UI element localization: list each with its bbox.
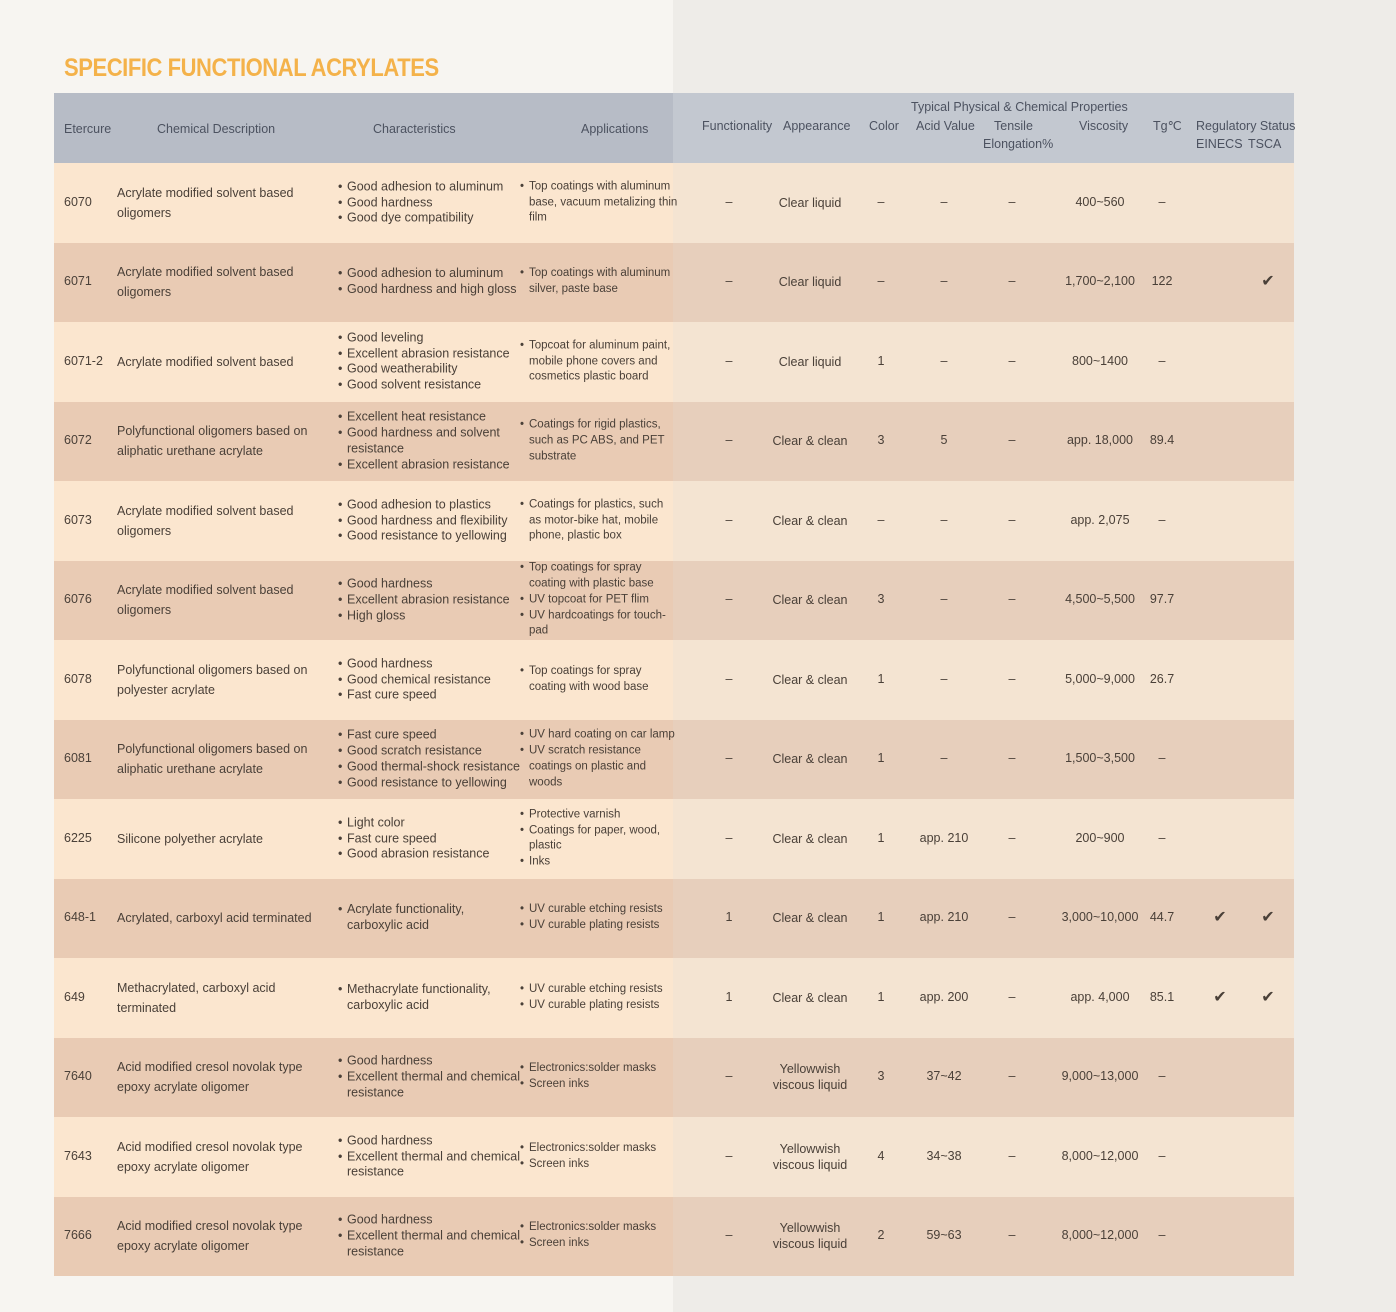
cell-acid-value: – — [940, 353, 948, 368]
table-row — [54, 561, 1294, 641]
cell-applications — [520, 1141, 678, 1173]
cell-characteristics — [338, 656, 523, 703]
header-elongation: Elongation% — [983, 137, 1054, 151]
cell-appearance: Clear & clean — [772, 434, 848, 449]
cell-applications — [520, 664, 678, 696]
cell-functionality: – — [725, 592, 733, 607]
cell-description: Acrylate modified solvent based oligomers — [117, 265, 294, 300]
cell-color: – — [877, 512, 885, 527]
cell-applications — [520, 728, 678, 791]
apps-item: • Top coatings for spray coating with plastic base — [520, 561, 678, 593]
cell-description: Polyfunctional oligomers based on polyester acrylate — [117, 662, 308, 697]
cell-code: 6071 — [64, 274, 92, 289]
table-row — [54, 1197, 1294, 1277]
table-row — [54, 720, 1294, 800]
cell-acid-value: app. 200 — [919, 989, 969, 1004]
cell-viscosity: 8,000~12,000 — [1061, 1148, 1139, 1163]
apps-item: • UV curable plating resists — [520, 918, 678, 934]
cell-color: 1 — [877, 353, 885, 368]
cell-code: 6225 — [64, 830, 92, 845]
apps-item: • Top coatings for spray coating with wood base — [520, 664, 678, 696]
header-appearance: Appearance — [783, 119, 851, 133]
cell-viscosity: 1,500~3,500 — [1065, 751, 1135, 766]
header-functionality: Functionality — [702, 119, 773, 133]
chars-item: • Good adhesion to aluminum — [338, 266, 523, 282]
cell-characteristics — [338, 410, 523, 473]
cell-tg: – — [1158, 512, 1166, 527]
table-row — [54, 402, 1294, 482]
cell-viscosity: 800~1400 — [1072, 353, 1128, 368]
header-chemical-description: Chemical Description — [157, 122, 276, 136]
cell-description: Acrylate modified solvent based oligomers — [117, 583, 294, 618]
cell-applications — [520, 1220, 678, 1252]
cell-code: 7666 — [64, 1228, 92, 1243]
chars-item: • Light color — [338, 815, 523, 831]
header-tg: Tg℃ — [1153, 119, 1182, 133]
chars-item: • Good abrasion resistance — [338, 847, 523, 863]
cell-viscosity: 4,500~5,500 — [1065, 592, 1135, 607]
cell-tensile: – — [1008, 1148, 1016, 1163]
cell-color: 1 — [877, 830, 885, 845]
cell-code: 7640 — [64, 1069, 92, 1084]
chars-item: • Fast cure speed — [338, 688, 523, 704]
header-acid-value: Acid Value — [916, 119, 975, 133]
cell-functionality: 1 — [725, 989, 733, 1004]
apps-item: • Electronics:solder masks — [520, 1141, 678, 1157]
cell-tensile: – — [1008, 1228, 1016, 1243]
cell-description: Acrylate modified solvent based oligomers — [117, 185, 294, 220]
chars-item: • Good hardness — [338, 577, 523, 593]
cell-code: 648-1 — [64, 910, 96, 925]
apps-item: • Top coatings with aluminum base, vacuum metalizing thin film — [520, 179, 678, 226]
cell-color: 3 — [877, 1069, 885, 1084]
cell-functionality: – — [725, 751, 733, 766]
cell-characteristics — [338, 982, 523, 1014]
einecs-check-icon: ✔ — [1213, 909, 1227, 927]
cell-tg: – — [1158, 1228, 1166, 1243]
chars-item: • Good hardness and solvent resistance — [338, 425, 523, 457]
chars-item: • Good hardness — [338, 1054, 523, 1070]
cell-functionality: – — [725, 274, 733, 289]
header-tsca: TSCA — [1248, 137, 1282, 151]
chars-item: • Good resistance to yellowing — [338, 529, 523, 545]
cell-acid-value: – — [940, 592, 948, 607]
cell-code: 6072 — [64, 433, 92, 448]
cell-viscosity: app. 2,075 — [1070, 512, 1130, 527]
table-row — [54, 481, 1294, 561]
table-row — [54, 243, 1294, 323]
cell-functionality: – — [725, 1228, 733, 1243]
cell-appearance: Clear liquid — [778, 275, 842, 290]
cell-tg: 44.7 — [1149, 910, 1175, 925]
cell-color: 1 — [877, 910, 885, 925]
cell-characteristics — [338, 179, 523, 226]
apps-item: • UV curable etching resists — [520, 902, 678, 918]
cell-appearance: Yellowwish viscous liquid — [772, 1221, 848, 1252]
cell-color: 1 — [877, 671, 885, 686]
apps-item: • Screen inks — [520, 1157, 678, 1173]
cell-color: 3 — [877, 433, 885, 448]
chars-item: • Excellent abrasion resistance — [338, 346, 523, 362]
cell-description: Acrylated, carboxyl acid terminated — [117, 911, 312, 926]
table-body — [54, 163, 1294, 1276]
cell-viscosity: app. 4,000 — [1070, 989, 1130, 1004]
apps-item: • UV hardcoatings for touch-pad — [520, 608, 678, 640]
cell-description: Methacrylated, carboxyl acid terminated — [117, 980, 276, 1015]
cell-viscosity: 200~900 — [1075, 830, 1125, 845]
cell-code: 6071-2 — [64, 353, 103, 368]
apps-item: • UV topcoat for PET flim — [520, 592, 678, 608]
cell-tensile: – — [1008, 274, 1016, 289]
cell-acid-value: – — [940, 512, 948, 527]
chars-item: • Excellent thermal and chemical resistance — [338, 1228, 523, 1260]
header-regulatory: Regulatory Status — [1196, 119, 1296, 133]
cell-characteristics — [338, 330, 523, 393]
chars-item: • Good hardness — [338, 656, 523, 672]
apps-item: • UV curable plating resists — [520, 998, 678, 1014]
cell-code: 6081 — [64, 751, 92, 766]
cell-code: 6076 — [64, 592, 92, 607]
table-row — [54, 640, 1294, 720]
cell-tg: – — [1158, 751, 1166, 766]
cell-tg: – — [1158, 830, 1166, 845]
chars-item: • Good resistance to yellowing — [338, 775, 523, 791]
cell-characteristics — [338, 1213, 523, 1260]
cell-tg: – — [1158, 194, 1166, 209]
cell-acid-value: – — [940, 751, 948, 766]
cell-applications — [520, 561, 678, 640]
header-einecs: EINECS — [1196, 137, 1243, 151]
cell-description: Acid modified cresol novolak type epoxy acrylate oligomer — [117, 1139, 303, 1174]
cell-viscosity: 3,000~10,000 — [1061, 910, 1139, 925]
apps-item: • Inks — [520, 855, 678, 871]
table-row — [54, 958, 1294, 1038]
cell-functionality: 1 — [725, 910, 733, 925]
cell-tensile: – — [1008, 592, 1016, 607]
cell-tensile: – — [1008, 194, 1016, 209]
chars-item: • Good scratch resistance — [338, 743, 523, 759]
table-row — [54, 799, 1294, 879]
cell-tensile: – — [1008, 512, 1016, 527]
cell-code: 649 — [64, 989, 85, 1004]
cell-tg: 97.7 — [1149, 592, 1175, 607]
cell-functionality: – — [725, 512, 733, 527]
chars-item: • Good chemical resistance — [338, 672, 523, 688]
chars-item: • Good thermal-shock resistance — [338, 759, 523, 775]
cell-description: Acrylate modified solvent based oligomers — [117, 503, 294, 538]
cell-tg: 122 — [1151, 274, 1173, 289]
apps-item: • Electronics:solder masks — [520, 1061, 678, 1077]
cell-viscosity: 400~560 — [1075, 194, 1125, 209]
cell-functionality: – — [725, 194, 733, 209]
cell-color: 1 — [877, 989, 885, 1004]
cell-tg: – — [1158, 353, 1166, 368]
apps-item: • UV hard coating on car lamp — [520, 728, 678, 744]
cell-color: 3 — [877, 592, 885, 607]
tsca-check-icon: ✔ — [1261, 988, 1275, 1006]
cell-appearance: Yellowwish viscous liquid — [772, 1062, 848, 1093]
table-header — [54, 93, 1294, 163]
cell-tg: 89.4 — [1149, 433, 1175, 448]
table-row — [54, 1038, 1294, 1118]
apps-item: • Coatings for paper, wood, plastic — [520, 823, 678, 855]
cell-appearance: Yellowwish viscous liquid — [772, 1141, 848, 1172]
chars-item: • Good hardness and high gloss — [338, 282, 523, 298]
cell-acid-value: app. 210 — [919, 830, 969, 845]
cell-applications — [520, 338, 678, 385]
apps-item: • Protective varnish — [520, 807, 678, 823]
cell-description: Acid modified cresol novolak type epoxy acrylate oligomer — [117, 1219, 303, 1254]
header-etercure: Etercure — [64, 122, 112, 136]
cell-characteristics — [338, 815, 523, 862]
cell-tensile: – — [1008, 1069, 1016, 1084]
cell-functionality: – — [725, 1069, 733, 1084]
chars-item: • Good adhesion to aluminum — [338, 179, 523, 195]
cell-characteristics — [338, 577, 523, 624]
apps-item: • UV curable etching resists — [520, 982, 678, 998]
cell-acid-value: 5 — [940, 433, 948, 448]
chars-item: • Excellent thermal and chemical resistance — [338, 1069, 523, 1101]
header-group: Typical Physical & Chemical Properties — [911, 100, 1128, 114]
cell-applications — [520, 902, 678, 934]
cell-description: Acrylate modified solvent based — [117, 354, 294, 369]
cell-characteristics — [338, 1054, 523, 1101]
cell-applications — [520, 179, 678, 226]
cell-description: Acid modified cresol novolak type epoxy acrylate oligomer — [117, 1060, 303, 1095]
apps-item: • Electronics:solder masks — [520, 1220, 678, 1236]
cell-functionality: – — [725, 1148, 733, 1163]
cell-color: 2 — [877, 1228, 885, 1243]
apps-item: • Top coatings with aluminum silver, paste base — [520, 266, 678, 298]
cell-tg: 85.1 — [1149, 989, 1175, 1004]
chars-item: • Good hardness — [338, 1133, 523, 1149]
cell-acid-value: – — [940, 671, 948, 686]
cell-tensile: – — [1008, 433, 1016, 448]
cell-viscosity: 8,000~12,000 — [1061, 1228, 1139, 1243]
cell-applications — [520, 418, 678, 465]
cell-viscosity: 9,000~13,000 — [1061, 1069, 1139, 1084]
cell-code: 6070 — [64, 194, 92, 209]
einecs-check-icon: ✔ — [1213, 988, 1227, 1006]
cell-appearance: Clear & clean — [772, 990, 848, 1005]
cell-tensile: – — [1008, 671, 1016, 686]
header-tensile: Tensile — [994, 119, 1033, 133]
cell-appearance: Clear liquid — [778, 354, 842, 369]
cell-appearance: Clear & clean — [772, 672, 848, 687]
table-row — [54, 1117, 1294, 1197]
cell-tensile: – — [1008, 989, 1016, 1004]
cell-characteristics — [338, 728, 523, 791]
cell-appearance: Clear & clean — [772, 752, 848, 767]
chars-item: • Fast cure speed — [338, 728, 523, 744]
cell-code: 7643 — [64, 1148, 92, 1163]
chars-item: • Excellent heat resistance — [338, 410, 523, 426]
cell-characteristics — [338, 1133, 523, 1180]
table-row — [54, 879, 1294, 959]
table-row — [54, 322, 1294, 402]
chars-item: • Good hardness — [338, 1213, 523, 1229]
chars-item: • Acrylate functionality, carboxylic acid — [338, 902, 523, 934]
cell-description: Polyfunctional oligomers based on aliphatic urethane acrylate — [117, 424, 308, 459]
chars-item: • Excellent abrasion resistance — [338, 592, 523, 608]
cell-acid-value: app. 210 — [919, 910, 969, 925]
chars-item: • Good adhesion to plastics — [338, 497, 523, 513]
cell-viscosity: 1,700~2,100 — [1065, 274, 1135, 289]
cell-color: 4 — [877, 1148, 885, 1163]
cell-acid-value: 37~42 — [926, 1069, 962, 1084]
cell-tg: 26.7 — [1149, 671, 1175, 686]
cell-tensile: – — [1008, 910, 1016, 925]
cell-appearance: Clear & clean — [772, 831, 848, 846]
cell-description: Silicone polyether acrylate — [117, 831, 263, 846]
cell-tg: – — [1158, 1148, 1166, 1163]
cell-applications — [520, 982, 678, 1014]
chars-item: • Good leveling — [338, 330, 523, 346]
cell-color: 1 — [877, 751, 885, 766]
header-color: Color — [869, 119, 899, 133]
chars-item: • High gloss — [338, 608, 523, 624]
cell-applications — [520, 497, 678, 544]
cell-applications — [520, 807, 678, 870]
page-title: SPECIFIC FUNCTIONAL ACRYLATES — [64, 54, 439, 82]
cell-acid-value: 59~63 — [926, 1228, 962, 1243]
apps-item: • UV scratch resistance coatings on plastic and woods — [520, 743, 678, 790]
apps-item: • Screen inks — [520, 1236, 678, 1252]
chars-item: • Good hardness and flexibility — [338, 513, 523, 529]
apps-item: • Coatings for plastics, such as motor-bike hat, mobile phone, plastic box — [520, 497, 678, 544]
cell-characteristics — [338, 902, 523, 934]
apps-item: • Topcoat for aluminum paint, mobile phone covers and cosmetics plastic board — [520, 338, 678, 385]
chars-item: • Methacrylate functionality, carboxylic acid — [338, 982, 523, 1014]
cell-tensile: – — [1008, 830, 1016, 845]
cell-appearance: Clear & clean — [772, 513, 848, 528]
cell-applications — [520, 266, 678, 298]
apps-item: • Screen inks — [520, 1077, 678, 1093]
apps-item: • Coatings for rigid plastics, such as PC ABS, and PET substrate — [520, 418, 678, 465]
header-viscosity: Viscosity — [1079, 119, 1129, 133]
chars-item: • Fast cure speed — [338, 831, 523, 847]
cell-description: Polyfunctional oligomers based on aliphatic urethane acrylate — [117, 742, 308, 777]
cell-acid-value: – — [940, 194, 948, 209]
chars-item: • Good solvent resistance — [338, 378, 523, 394]
cell-viscosity: 5,000~9,000 — [1065, 671, 1135, 686]
cell-tensile: – — [1008, 353, 1016, 368]
cell-functionality: – — [725, 353, 733, 368]
header-applications: Applications — [581, 122, 649, 136]
cell-color: – — [877, 194, 885, 209]
cell-appearance: Clear & clean — [772, 911, 848, 926]
chars-item: • Excellent abrasion resistance — [338, 457, 523, 473]
tsca-check-icon: ✔ — [1261, 909, 1275, 927]
cell-applications — [520, 1061, 678, 1093]
cell-functionality: – — [725, 433, 733, 448]
chars-item: • Excellent thermal and chemical resistance — [338, 1149, 523, 1181]
cell-functionality: – — [725, 830, 733, 845]
chars-item: • Good hardness — [338, 195, 523, 211]
cell-code: 6073 — [64, 512, 92, 527]
tsca-check-icon: ✔ — [1261, 273, 1275, 291]
cell-tg: – — [1158, 1069, 1166, 1084]
chars-item: • Good weatherability — [338, 362, 523, 378]
chars-item: • Good dye compatibility — [338, 211, 523, 227]
cell-color: – — [877, 274, 885, 289]
product-table — [54, 93, 1294, 1276]
table-row — [54, 163, 1294, 243]
cell-appearance: Clear liquid — [778, 195, 842, 210]
cell-acid-value: – — [940, 274, 948, 289]
cell-acid-value: 34~38 — [926, 1148, 962, 1163]
header-characteristics: Characteristics — [373, 122, 456, 136]
cell-viscosity: app. 18,000 — [1066, 433, 1134, 448]
cell-functionality: – — [725, 671, 733, 686]
cell-characteristics — [338, 497, 523, 544]
cell-appearance: Clear & clean — [772, 593, 848, 608]
cell-characteristics — [338, 266, 523, 298]
cell-tensile: – — [1008, 751, 1016, 766]
cell-code: 6078 — [64, 671, 92, 686]
